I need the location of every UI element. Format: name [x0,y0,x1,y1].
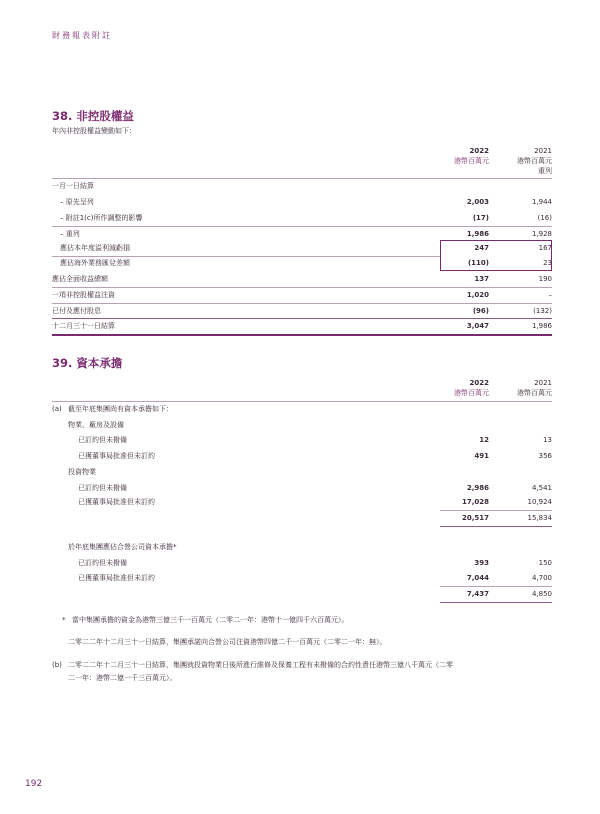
section-38-intro: 年內非控股權益變動如下： [52,127,136,135]
table-row: (a) 截至年底集團尚有資本承擔如下： [52,405,173,413]
section-38-title: 38. 非控股權益 [52,109,134,123]
table-row: – 原先呈列 2,003 1,944 [60,198,552,206]
footnote-mark: * [62,616,66,624]
s38-col2-year: 2021 [534,147,552,155]
table-row: 於年底集團應佔合營公司資本承擔* [68,543,177,551]
s39-col1-unit: 港幣百萬元 [454,389,489,397]
table-row: – 重列 1,986 1,928 [60,230,552,238]
table-row: 已訂約但未撥備 12 13 [78,436,552,444]
table-row: 已獲董事局批准但未訂約 7,044 4,700 [78,574,552,582]
table-row: 物業、廠房及設備 [68,421,124,429]
table-row: 已訂約但未撥備 393 150 [78,559,552,567]
table-row: 應佔海外業務匯兌差額 (110) 23 [60,259,552,267]
table-row: 已訂約但未撥備 2,986 4,541 [78,484,552,492]
table-row: 20,517 15,834 [461,514,552,522]
table-row: 投資物業 [68,468,96,476]
s38-col1-year: 2022 [469,147,489,155]
table-row: 已獲董事局批准但未訂約 17,028 10,924 [78,498,552,506]
table-row: 應佔全面收益總額 137 190 [52,275,552,283]
page-number: 192 [25,779,43,789]
table-row: 一項非控股權益注資 1,020 – [52,291,552,299]
table-row: 應佔本年度溢利減虧損 247 167 [60,244,552,252]
note-b-label: (b) [52,661,62,669]
subtotal-bottom-rule [440,602,552,603]
s38-col1-unit: 港幣百萬元 [454,157,489,165]
note-b-text-2: 二一年：港幣二億一千三百萬元）。 [68,674,177,682]
footnote-text: 當中集團承擔的資金為港幣三億三千一百萬元（二零二一年：港幣十一億四千六百萬元）。 [72,616,349,624]
s38-total-rule [52,334,552,336]
s39-col2-year: 2021 [534,379,552,387]
commitment-note: 二零二二年十二月三十一日結算，集團承諾向合營公司注資港幣四億二千一百萬元（二零二一年：無）。 [68,638,387,646]
page-header: 財務報表附註 [52,31,112,40]
s39-col1-year: 2022 [469,379,489,387]
s39-col2-unit: 港幣百萬元 [517,389,552,397]
subtotal-bottom-rule [440,526,552,527]
note-b-text-1: 二零二二年十二月三十一日結算，集團就投資物業日後所進行維修及保養工程有未撥備的合約性責任港幣三億八千萬元（二零 [68,661,453,669]
section-39-title: 39. 資本承擔 [52,356,123,370]
table-row: 已付及應付股息 (96) (132) [52,307,552,315]
table-row: 7,437 4,850 [466,590,552,598]
table-row: – 附註1(c)所作調整的影響 (17) (16) [60,214,552,222]
s38-col2-unit: 港幣百萬元 [517,157,552,165]
table-row: 已獲董事局批准但未訂約 491 356 [78,452,552,460]
table-row: 十二月三十一日結算 3,047 1,986 [52,322,552,330]
s38-col2-restated: 重列 [538,167,552,175]
table-row: 一月一日結算 [52,182,94,190]
